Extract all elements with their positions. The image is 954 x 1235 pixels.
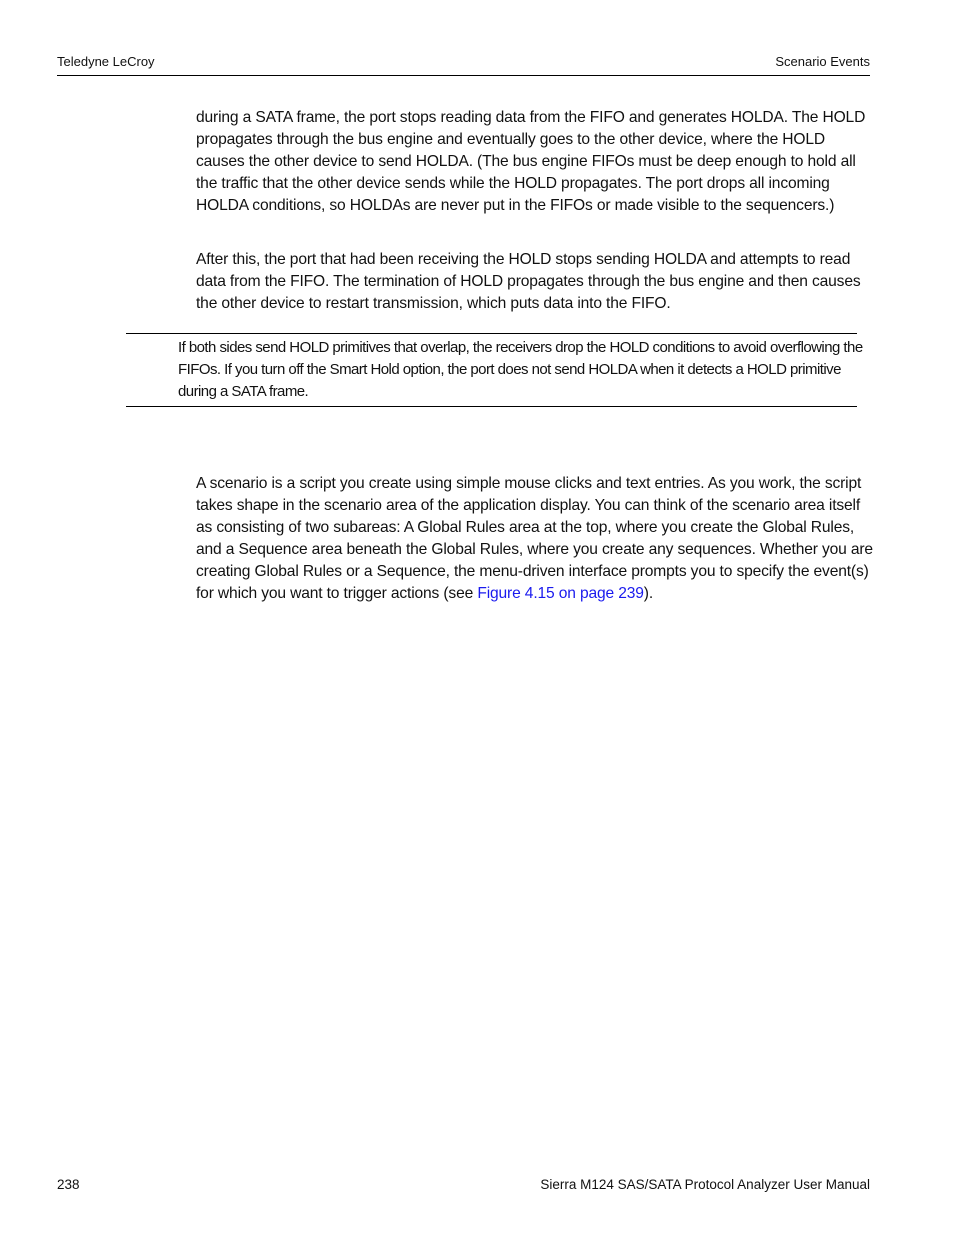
note-box <box>126 333 863 407</box>
paragraph-text <box>196 473 876 604</box>
figure-link[interactable]: Figure 4.15 on page 239 <box>477 584 644 602</box>
paragraph-text: during a SATA frame, the port stops reading data from the FIFO and generates HOLDA. The HOLD propagates through the bus engine and eventually goes to the other device, where the HOLD causes the other device to send HOLDA. (The bus engine FIFOs must be deep enough to hold all the traffic that the other device sends while the HOLD propagates. The port drops all incoming HOLDA conditions, so HOLDAs are never put in the FIFOs or made visible to the sequencers.) <box>196 109 866 214</box>
manual-title: Sierra M124 SAS/SATA Protocol Analyzer User Manual <box>540 1177 870 1192</box>
paragraph-text-start: A scenario is a script you create using simple mouse clicks and text entries. As you work, the script takes shape in the scenario area of the application display. You can think of the scenario area itself as consisting of two subareas: A Global Rules area at the top, where you create the Global Rules, and a Sequence area beneath the Global Rules, where you create any sequences. Whether you are creating Global Rules or a Sequence, the menu-driven interface prompts you to specify the event(s) for which you want to trigger actions (see <box>196 475 873 602</box>
header-company: Teledyne LeCroy <box>57 54 155 69</box>
page-number: 238 <box>57 1177 80 1192</box>
body-paragraph-1 <box>196 107 876 217</box>
body-paragraph-3 <box>196 473 876 604</box>
paragraph-text-end: ). <box>643 584 654 602</box>
header-section-title: Scenario Events <box>775 54 870 69</box>
page-header <box>57 53 870 76</box>
paragraph-text: After this, the port that had been receiving the HOLD stops sending HOLDA and attempts to read data from the FIFO. The termination of HOLD propagates through the bus engine and then causes the other device to restart transmission, which puts data into the FIFO. <box>196 251 861 312</box>
note-text: If both sides send HOLD primitives that overlap, the receivers drop the HOLD conditions to avoid overflowing the FIFOs. If you turn off the Smart Hold option, the port does not send HOLDA when it detects a HOLD primitive during a SATA frame. <box>178 339 863 400</box>
body-paragraph-2 <box>196 249 876 315</box>
